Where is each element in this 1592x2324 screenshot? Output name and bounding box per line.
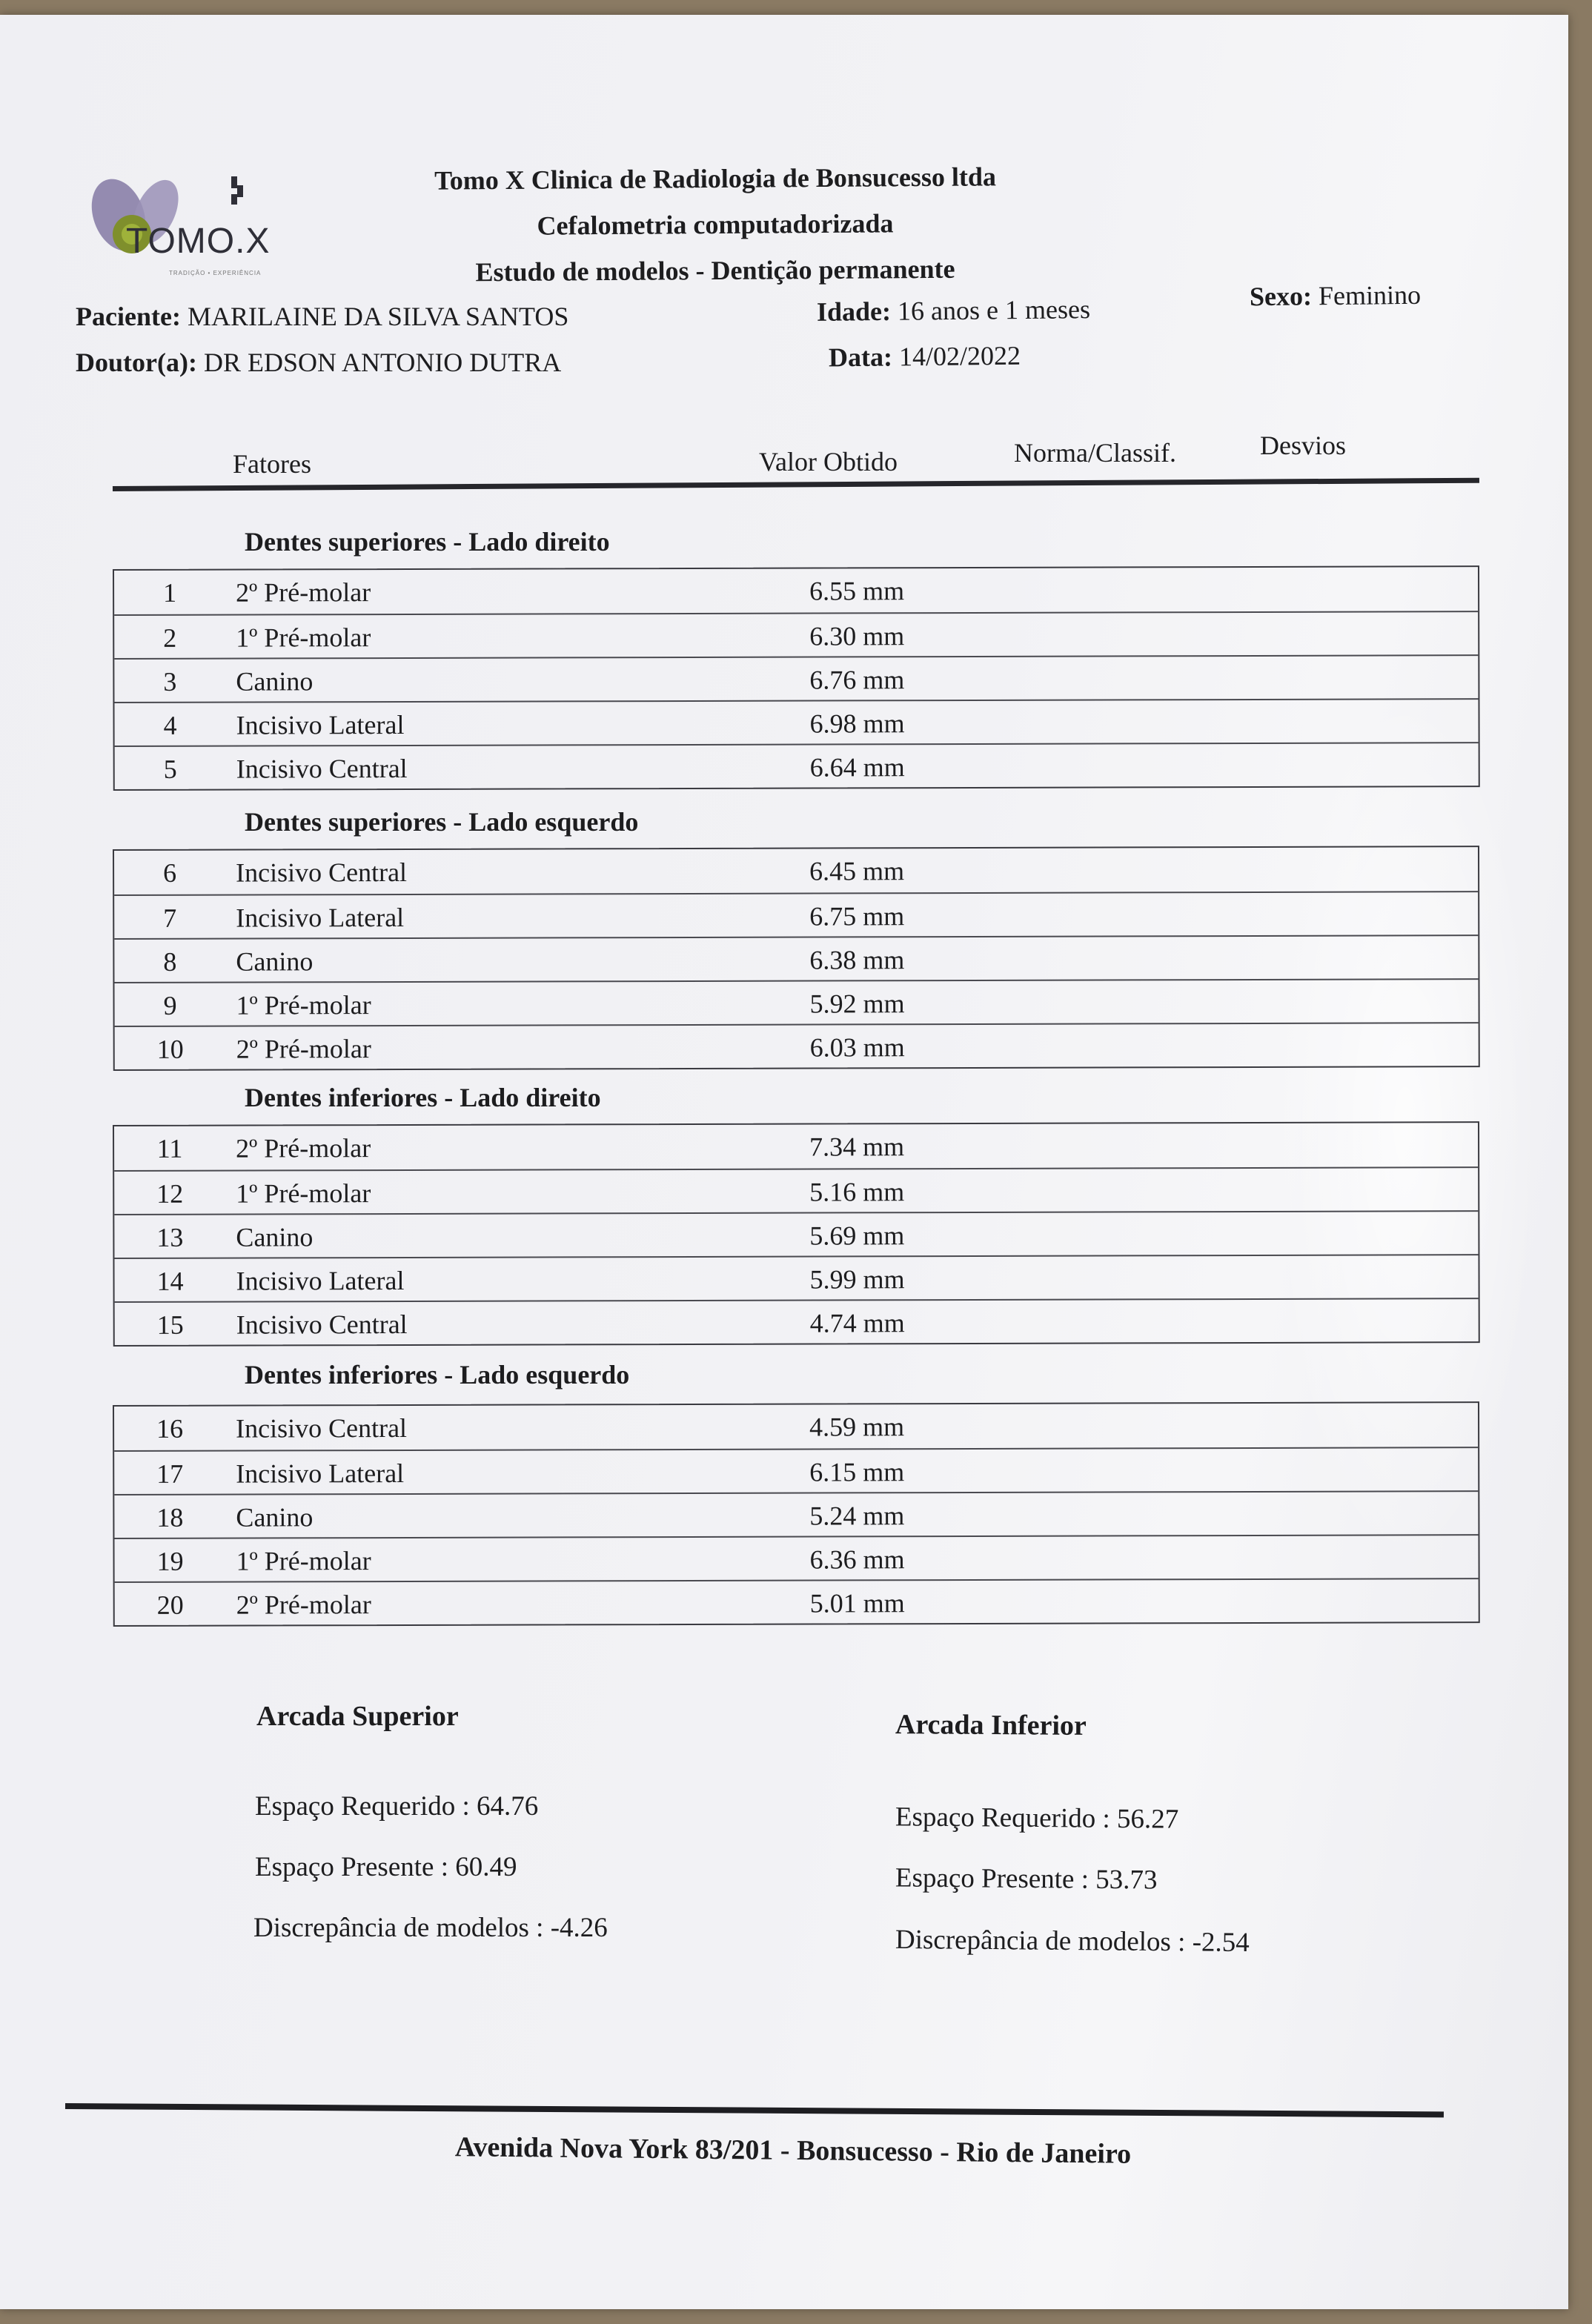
tooth-name: Incisivo Central — [236, 1412, 408, 1444]
tooth-value: 6.38 mm — [809, 945, 905, 975]
table-row — [115, 742, 1479, 789]
tooth-value: 6.64 mm — [809, 752, 905, 783]
tooth-value: 6.75 mm — [809, 901, 905, 932]
tooth-name: Canino — [236, 1502, 314, 1533]
tooth-value: 6.30 mm — [809, 621, 905, 651]
table-row — [114, 1490, 1478, 1538]
row-number: 19 — [156, 1546, 184, 1576]
report-sheet — [0, 15, 1568, 2309]
tooth-value: 6.36 mm — [809, 1544, 905, 1575]
tooth-name: Incisivo Lateral — [236, 709, 405, 740]
tooth-name: Incisivo Lateral — [236, 1265, 405, 1296]
tooth-value: 4.59 mm — [809, 1412, 905, 1442]
tooth-name: Canino — [236, 666, 314, 697]
inferior-present-space: Espaço Presente : 53.73 — [895, 1862, 1158, 1896]
tooth-value: 6.03 mm — [809, 1032, 905, 1063]
tooth-name: Incisivo Central — [236, 857, 408, 888]
table-row — [114, 978, 1478, 1026]
clinic-logo — [74, 163, 271, 289]
patient-label: Paciente: — [76, 302, 181, 331]
age-label: Idade: — [816, 296, 892, 327]
tooth-value: 5.69 mm — [809, 1221, 905, 1251]
row-number: 14 — [156, 1266, 184, 1296]
tooth-name: 2º Pré-molar — [236, 1133, 371, 1163]
row-number: 20 — [156, 1590, 184, 1620]
patient-sex: Feminino — [1318, 279, 1422, 311]
tooth-value: 5.99 mm — [809, 1264, 905, 1295]
clinic-name: Tomo X Clinica de Radiologia de Bonsucesso ltda — [434, 162, 997, 196]
tooth-value: 4.74 mm — [809, 1308, 905, 1338]
tooth-value: 6.98 mm — [809, 708, 905, 739]
section-title: Dentes inferiores - Lado direito — [245, 1083, 601, 1112]
table-row — [114, 698, 1478, 746]
inferior-required-space: Espaço Requerido : 56.27 — [895, 1802, 1179, 1835]
summary-inferior-title: Arcada Inferior — [895, 1709, 1087, 1742]
superior-required-space: Espaço Requerido : 64.76 — [255, 1791, 539, 1822]
row-number: 2 — [163, 622, 177, 653]
tooth-value: 5.24 mm — [809, 1501, 905, 1531]
tooth-name: Canino — [236, 1222, 314, 1252]
col-header-deviations: Desvios — [1260, 431, 1346, 460]
section-title: Dentes superiores - Lado esquerdo — [245, 807, 639, 837]
tooth-name: Incisivo Lateral — [236, 1458, 405, 1489]
footer-rule — [65, 2103, 1444, 2117]
logo-text: TOMO.X — [126, 222, 271, 261]
superior-present-space: Espaço Presente : 60.49 — [255, 1852, 517, 1882]
col-header-factors: Fatores — [233, 449, 311, 479]
row-number: 16 — [156, 1413, 184, 1444]
footer-address: Avenida Nova York 83/201 - Bonsucesso - Rio de Janeiro — [454, 2131, 1132, 2170]
teeth-table-lower-right — [113, 1121, 1480, 1347]
table-row — [115, 1298, 1479, 1345]
col-header-norm: Norma/Classif. — [1014, 438, 1176, 468]
row-number: 5 — [163, 754, 177, 784]
patient-age: 16 anos e 1 meses — [897, 294, 1091, 326]
table-row — [114, 1210, 1478, 1258]
table-row — [114, 934, 1478, 982]
report-date: 14/02/2022 — [898, 340, 1021, 372]
tooth-name: Incisivo Lateral — [236, 902, 405, 933]
patient-name: MARILAINE DA SILVA SANTOS — [187, 302, 569, 331]
table-row — [114, 1254, 1478, 1301]
table-row — [114, 1447, 1478, 1494]
table-row — [114, 1123, 1478, 1170]
teeth-table-upper-left — [113, 846, 1480, 1071]
section-title: Dentes inferiores - Lado esquerdo — [245, 1360, 630, 1390]
row-number: 7 — [163, 903, 177, 933]
logo-tagline: TRADIÇÃO • EXPERIÊNCIA — [169, 270, 262, 276]
summary-superior-title: Arcada Superior — [256, 1701, 459, 1732]
tooth-value: 5.92 mm — [809, 989, 905, 1019]
table-row — [114, 654, 1478, 702]
tooth-value: 6.45 mm — [809, 856, 905, 886]
doctor-name: DR EDSON ANTONIO DUTRA — [203, 348, 562, 377]
study-title: Estudo de modelos - Dentição permanente — [475, 253, 955, 288]
sex-label: Sexo: — [1249, 281, 1313, 312]
tooth-name: 1º Pré-molar — [236, 1546, 371, 1576]
col-header-value: Valor Obtido — [759, 447, 898, 477]
table-row — [114, 567, 1478, 614]
table-row — [114, 847, 1478, 894]
row-number: 11 — [156, 1133, 183, 1163]
table-row — [115, 1022, 1479, 1069]
table-row — [114, 1534, 1478, 1581]
doctor-label: Doutor(a): — [76, 348, 197, 377]
row-number: 1 — [163, 577, 177, 608]
section-title: Dentes superiores - Lado direito — [245, 527, 610, 557]
age-info — [817, 293, 1090, 328]
inferior-discrepancy: Discrepância de modelos : -2.54 — [895, 1924, 1250, 1959]
tooth-value: 5.16 mm — [809, 1177, 905, 1207]
row-number: 17 — [156, 1458, 184, 1489]
tooth-value: 6.55 mm — [809, 576, 905, 606]
tooth-value: 6.76 mm — [809, 665, 905, 695]
row-number: 4 — [163, 710, 177, 740]
table-row — [114, 1166, 1478, 1214]
report-subtitle: Cefalometria computadorizada — [537, 208, 894, 241]
date-label: Data: — [828, 342, 893, 373]
row-number: 6 — [163, 857, 177, 888]
tooth-name: 1º Pré-molar — [236, 622, 371, 653]
doctor-info — [76, 347, 561, 378]
date-info — [829, 340, 1021, 374]
row-number: 9 — [163, 990, 177, 1020]
tooth-name: 1º Pré-molar — [236, 1178, 371, 1209]
sex-info — [1250, 279, 1421, 312]
tooth-name: Incisivo Central — [236, 1309, 408, 1340]
row-number: 3 — [163, 666, 177, 697]
row-number: 18 — [156, 1502, 184, 1533]
row-number: 15 — [156, 1309, 184, 1340]
patient-info — [76, 301, 568, 332]
row-number: 10 — [156, 1034, 184, 1064]
teeth-table-lower-left — [113, 1401, 1480, 1627]
tooth-name: 1º Pré-molar — [236, 990, 371, 1020]
row-number: 8 — [163, 946, 177, 977]
tooth-value: 5.01 mm — [809, 1588, 905, 1618]
tooth-name: Incisivo Central — [236, 753, 408, 784]
teeth-table-upper-right — [113, 565, 1480, 791]
tooth-value: 7.34 mm — [809, 1132, 905, 1162]
table-row — [114, 891, 1478, 938]
tooth-name: Canino — [236, 946, 314, 977]
tooth-name: 2º Pré-molar — [236, 1034, 371, 1064]
table-row — [114, 1403, 1478, 1450]
table-row — [114, 611, 1478, 658]
table-row — [115, 1578, 1479, 1625]
tooth-value: 6.15 mm — [809, 1457, 905, 1487]
row-number: 13 — [156, 1222, 184, 1252]
header-rule — [113, 478, 1479, 491]
row-number: 12 — [156, 1178, 184, 1209]
superior-discrepancy: Discrepância de modelos : -4.26 — [253, 1913, 608, 1943]
tooth-name: 2º Pré-molar — [236, 577, 371, 608]
tooth-name: 2º Pré-molar — [236, 1590, 371, 1620]
